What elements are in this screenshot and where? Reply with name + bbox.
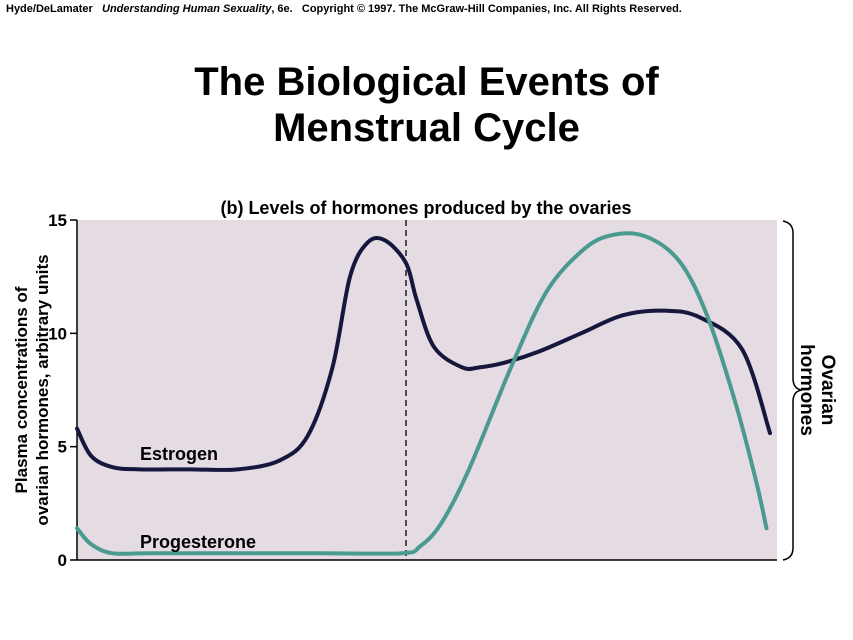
credit-book-title: Understanding Human Sexuality [102,3,272,15]
bracket-label-line-2: hormones [796,344,817,436]
plot-background [77,220,777,560]
series-label-progesterone: Progesterone [140,532,257,552]
page-title-line-2: Menstrual Cycle [273,106,580,150]
y-tick-label: 15 [48,211,67,230]
credit-authors: Hyde/DeLamater [6,3,93,15]
y-tick-label: 10 [48,324,67,344]
credit-edition: , 6e. [271,3,293,15]
y-axis-label-line-1: Plasma concentrations of [12,286,31,494]
bracket-label-line-1: Ovarian [817,354,838,426]
credit-copyright: Copyright © 1997. The McGraw-Hill Companies, Inc. All Rights Reserved. [301,3,682,15]
y-tick-label: 0 [57,551,67,570]
y-axis-label-line-2: ovarian hormones, arbitrary units [33,254,52,526]
y-tick-label: 5 [57,437,67,457]
y-axis-label [12,254,52,525]
bracket-label [796,344,838,436]
chart-title: (b) Levels of hormones produced by the ovaries [220,198,632,218]
page-title-line-1: The Biological Events of [194,60,659,104]
series-label-estrogen: Estrogen [140,444,219,464]
